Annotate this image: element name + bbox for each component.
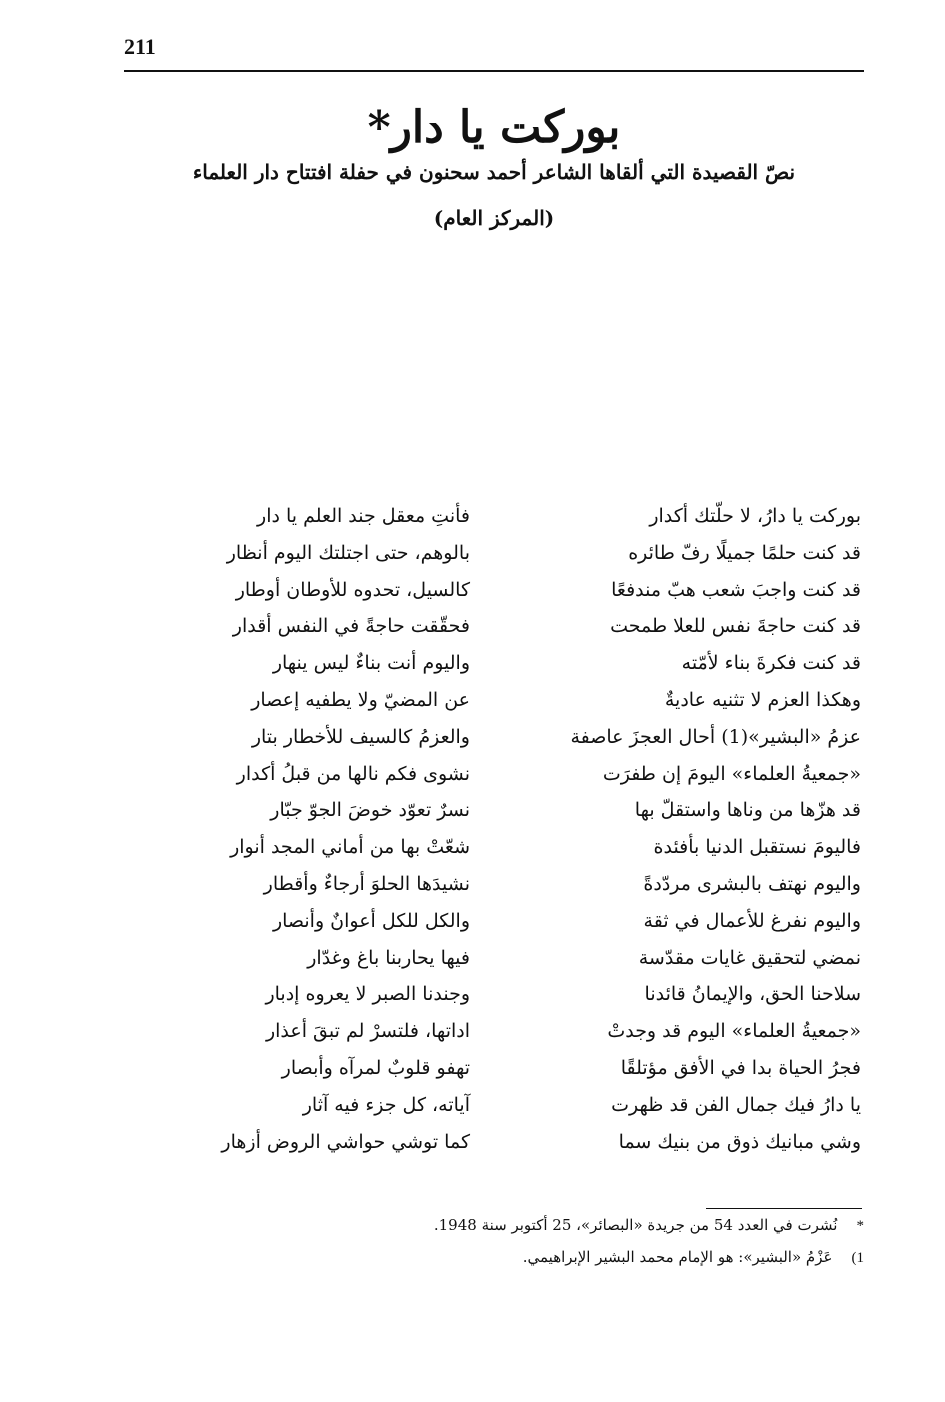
verse-first-hemistich: بوركت يا دارُ، لا حلّتك أكدار <box>649 505 861 527</box>
verse-first-hemistich: «جمعيةُ العلماء» اليومَ إن طفرَت <box>602 762 861 785</box>
verse-second-hemistich: فحقّقت حاجةً في النفس أقدار <box>232 615 470 638</box>
verse-first-hemistich: قد كنت حلمًا جميلًا رفّ طائره <box>628 541 861 564</box>
verse-first-hemistich: سلاحنا الحق، والإيمانُ قائدنا <box>644 983 861 1006</box>
footnote-text: عَزْمُ «البشير»: هو الإمام محمد البشير الإبراهيمي. <box>522 1248 833 1266</box>
verse-first-hemistich: فاليومَ نستقبل الدنيا بأفئدة <box>653 836 861 859</box>
verse-second-hemistich: والعزمُ كالسيف للأخطار بتار <box>251 725 470 748</box>
verse-second-hemistich: اداتها، فلتسرْ لم تبقَ أعذار <box>265 1020 470 1043</box>
verse-first-hemistich: قد كنت حاجةَ نفس للعلا طمحت <box>610 615 861 638</box>
verse-first-hemistich: قد كنت واجبَ شعب هبّ مندفعًا <box>611 578 861 601</box>
footnote-marker: 1) <box>851 1250 864 1266</box>
verse-first-hemistich: واليوم نفرغ للأعمال في ثقة <box>643 909 861 932</box>
verse-second-hemistich: نشيدَها الحلوَ أرجاءٌ وأقطار <box>263 873 470 895</box>
verse-second-hemistich: كما توشي حواشي الروض أزهار <box>221 1130 470 1153</box>
footnote-2 <box>300 1248 864 1269</box>
verse-first-hemistich: عزمُ «البشير»(1) أحال العجزَ عاصفة <box>570 725 861 748</box>
verse-first-hemistich: قد هزّها من وناها واستقلّ بها <box>634 799 861 822</box>
verse-second-hemistich: آياته، كل جزء فيه آثار <box>302 1093 470 1116</box>
footnote-1 <box>300 1216 864 1237</box>
verse-second-hemistich: نسرٌ تعوّد خوضَ الجوّ جبّار <box>270 799 470 822</box>
verse-first-hemistich: واليوم نهتف بالبشرى مردّدةً <box>643 873 861 895</box>
verse-first-hemistich: «جمعيةُ العلماء» اليوم قد وجدتْ <box>607 1020 861 1043</box>
verse-second-hemistich: كالسيل، تحدوه للأوطان أوطار <box>235 578 470 601</box>
footnote-rule <box>706 1208 862 1209</box>
verse-second-hemistich: واليوم أنت بناءٌ ليس ينهار <box>272 652 470 675</box>
footnote-marker: * <box>856 1218 864 1234</box>
poem-title: بوركت يا دار* <box>367 102 621 153</box>
verse-second-hemistich: والكل للكل أعوانٌ وأنصار <box>272 909 470 932</box>
poem-subtitle-secondary: (المركز العام) <box>433 206 555 230</box>
verse-first-hemistich: وشي مبانيك ذوق من بنيك سما <box>618 1130 861 1153</box>
page-number: 211 <box>124 34 156 59</box>
verse-second-hemistich: شعّتْ بها من أماني المجد أنوار <box>230 836 470 859</box>
verse-second-hemistich: وجندنا الصبر لا يعروه إدبار <box>265 983 470 1006</box>
verse-second-hemistich: عن المضيّ ولا يطفيه إعصار <box>251 689 470 711</box>
verse-first-hemistich: قد كنت فكرةَ بناء لأمّته <box>681 652 861 675</box>
verse-second-hemistich: فأنتِ معقل جند العلم يا دار <box>257 505 470 527</box>
poem-subtitle: نصّ القصيدة التي ألقاها الشاعر أحمد سحنون في حفلة افتتاح دار العلماء <box>192 160 796 184</box>
verse-first-hemistich: يا دارُ فيك جمال الفن قد ظهرت <box>611 1093 861 1116</box>
verse-first-hemistich: وهكذا العزم لا تثنيه عاديةٌ <box>664 689 861 711</box>
footnote-text: نُشرت في العدد 54 من جريدة «البصائر»، 25 أكتوبر سنة 1948. <box>433 1216 838 1234</box>
verse-second-hemistich: نشوى فكم نالها من قبلُ أكدار <box>236 762 470 785</box>
verse-second-hemistich: بالوهم، حتى اجتلتك اليوم أنظار <box>226 541 470 564</box>
verse-second-hemistich: فيها يحاربنا باغ وغدّار <box>307 946 470 969</box>
header-rule <box>124 70 864 72</box>
verse-first-hemistich: نمضي لتحقيق غايات مقدّسة <box>638 946 861 969</box>
verse-first-hemistich: فجرُ الحياة بدا في الأفق مؤتلقًا <box>620 1057 861 1079</box>
verse-second-hemistich: تهفو قلوبٌ لمرآه وأبصار <box>281 1057 470 1079</box>
